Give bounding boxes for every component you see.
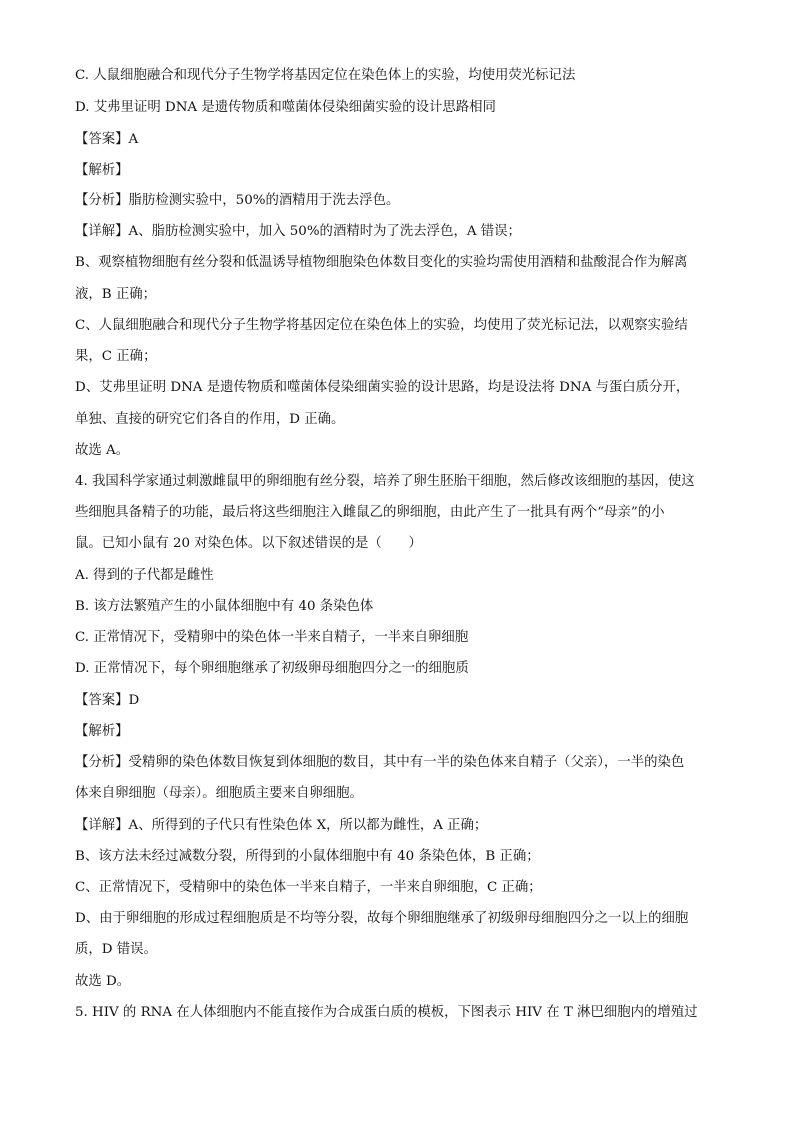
option-a: A. 得到的子代都是雌性 — [75, 568, 214, 583]
text-line: 液，B 正确； — [75, 287, 157, 302]
text-line: C、正常情况下，受精卵中的染色体一半来自精子，一半来自卵细胞，C 正确； — [75, 880, 542, 895]
text-line: C、人鼠细胞融合和现代分子生物学将基因定位在染色体上的实验，均使用了荧光标记法，以观察实验结 — [75, 318, 688, 333]
question-text: 5. HIV 的 RNA 在人体细胞内不能直接作为合成蛋白质的模板，下图表示 HIV 在 T 淋巴细胞内的增殖过 — [75, 1005, 698, 1020]
text-line: 【分析】脂肪检测实验中，50%的酒精用于洗去浮色。 — [75, 193, 400, 208]
analysis-heading: 【解析】 — [75, 724, 129, 739]
option-d: D. 正常情况下，每个卵细胞继承了初级卵母细胞四分之一的细胞质 — [75, 661, 469, 676]
text-line: 质，D 错误。 — [75, 942, 157, 957]
text-line: D. 艾弗里证明 DNA 是遗传物质和噬菌体侵染细菌实验的设计思路相同 — [75, 100, 496, 115]
text-line: 【分析】受精卵的染色体数目恢复到体细胞的数目，其中有一半的染色体来自精子（父亲），一半的染色 — [75, 755, 685, 770]
text-line: B、该方法未经过减数分裂，所得到的小鼠体细胞中有 40 条染色体，B 正确； — [75, 849, 540, 864]
text-line: 故选 A。 — [75, 443, 130, 458]
question-text: 些细胞具备精子的功能，最后将这些细胞注入雌鼠乙的卵细胞，由此产生了一批具有两个“母亲”的小 — [75, 505, 665, 520]
text-line: B、观察植物细胞有丝分裂和低温诱导植物细胞染色体数目变化的实验均需使用酒精和盐酸混合作为解离 — [75, 255, 688, 270]
answer-label: 【答案】A — [75, 132, 139, 147]
option-b: B. 该方法繁殖产生的小鼠体细胞中有 40 条染色体 — [75, 599, 374, 614]
question-text: 4. 我国科学家通过刺激雌鼠甲的卵细胞有丝分裂，培养了卵生胚胎干细胞，然后修改该细胞的基因，使这 — [75, 474, 695, 489]
text-line: 故选 D。 — [75, 974, 131, 989]
text-line: 体来自卵细胞（母亲）。细胞质主要来自卵细胞。 — [75, 786, 363, 801]
text-line: 果，C 正确； — [75, 349, 157, 364]
text-line: 【详解】A、所得到的子代只有性染色体 X，所以都为雌性，A 正确； — [75, 818, 488, 833]
question-text: 鼠。已知小鼠有 20 对染色体。以下叙述错误的是（ ） — [75, 536, 422, 551]
text-line: D、艾弗里证明 DNA 是遗传物质和噬菌体侵染细菌实验的设计思路，均是设法将 DNA 与蛋白质分开， — [75, 380, 690, 395]
text-line: 【详解】A、脂肪检测实验中，加入 50%的酒精时为了洗去浮色，A 错误； — [75, 224, 521, 239]
answer-label: 【答案】D — [75, 693, 140, 708]
option-c: C. 正常情况下，受精卵中的染色体一半来自精子，一半来自卵细胞 — [75, 630, 469, 645]
text-line: 单独、直接的研究它们各自的作用，D 正确。 — [75, 412, 345, 427]
text-line: D、由于卵细胞的形成过程细胞质是不均等分裂，故每个卵细胞继承了初级卵母细胞四分之一以上的细胞 — [75, 911, 689, 926]
text-line: C. 人鼠细胞融合和现代分子生物学将基因定位在染色体上的实验，均使用荧光标记法 — [75, 68, 576, 83]
analysis-heading: 【解析】 — [75, 163, 129, 178]
